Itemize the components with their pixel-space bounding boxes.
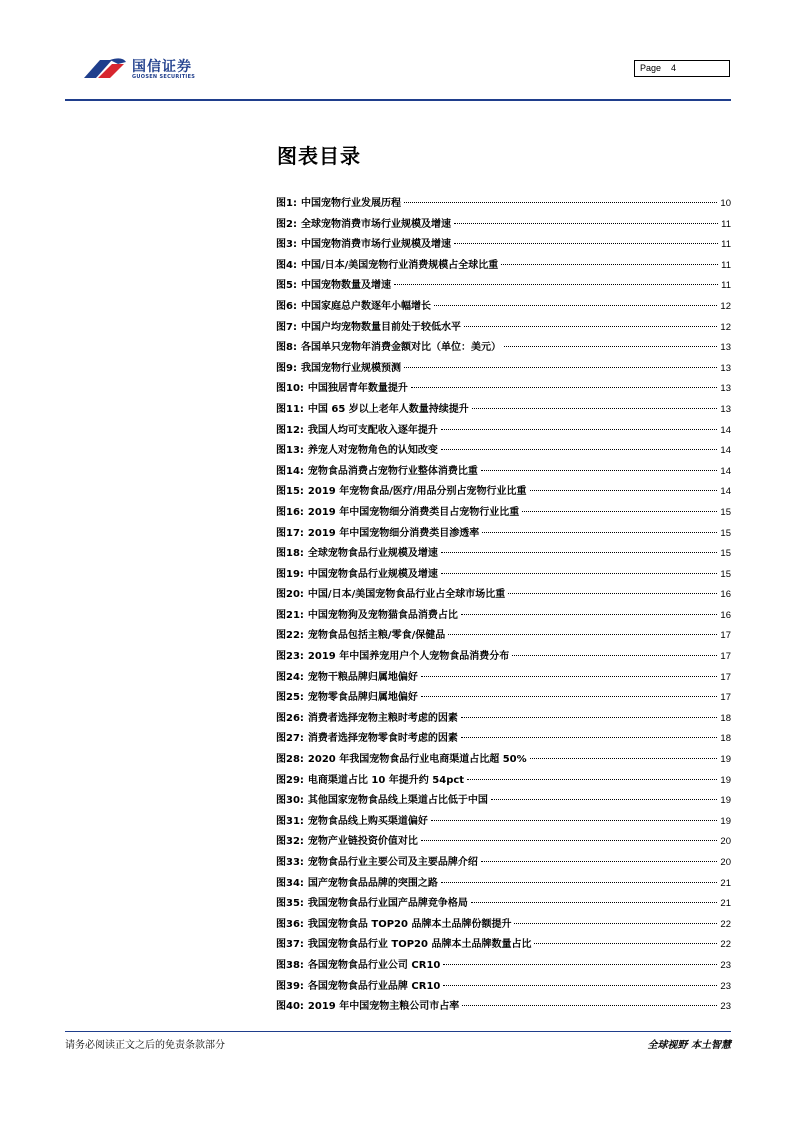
toc-entry[interactable] — [276, 812, 731, 833]
toc-entry-page: 12 — [720, 321, 731, 333]
toc-entry[interactable] — [276, 750, 731, 771]
toc-entry-label: 图11: — [276, 403, 304, 415]
toc-entry[interactable] — [276, 256, 731, 277]
toc-dot-leader — [514, 923, 717, 924]
toc-entry-title: 各国单只宠物年消费金额对比（单位：美元） — [300, 342, 501, 354]
toc-entry[interactable] — [276, 297, 731, 318]
toc-entry[interactable] — [276, 832, 731, 853]
toc-entry[interactable] — [276, 441, 731, 462]
toc-entry-title: 全球宠物食品行业规模及增速 — [307, 548, 438, 560]
toc-entry[interactable] — [276, 215, 731, 236]
footer-slogan: 全球视野 本土智慧 — [647, 1040, 731, 1051]
toc-entry-page: 20 — [720, 857, 731, 868]
toc-dot-leader — [504, 346, 717, 347]
toc-entry-page: 23 — [720, 1001, 731, 1013]
toc-entry-label: 图34: — [276, 877, 304, 889]
toc-entry-page: 11 — [721, 239, 731, 251]
toc-dot-leader — [461, 614, 718, 615]
toc-entry-page: 15 — [720, 548, 731, 560]
toc-entry-title: 中国/日本/美国宠物行业消费规模占全球比重 — [300, 259, 499, 271]
header-divider — [65, 99, 731, 101]
toc-entry-title: 各国宠物食品行业公司 CR10 — [307, 959, 441, 971]
toc-entry-title: 中国家庭总户数逐年小幅增长 — [300, 300, 431, 312]
toc-dot-leader — [522, 511, 717, 512]
page-title: 图表目录 — [277, 144, 361, 168]
toc-entry-page: 21 — [720, 877, 731, 889]
toc-entry-label: 图1: — [276, 198, 297, 209]
toc-dot-leader — [448, 634, 717, 635]
toc-entry-page: 23 — [720, 980, 731, 992]
toc-entry-page: 23 — [720, 959, 731, 971]
toc-entry-label: 图38: — [276, 959, 304, 971]
toc-entry-title: 宠物产业链投资价值对比 — [307, 836, 418, 848]
toc-entry-label: 图3: — [276, 239, 297, 251]
toc-entry-page: 17 — [720, 692, 731, 704]
toc-entry-title: 电商渠道占比 10 年提升约 54pct — [307, 774, 465, 786]
toc-entry-label: 图6: — [276, 300, 297, 312]
toc-entry-label: 图9: — [276, 362, 297, 374]
toc-dot-leader — [481, 470, 718, 471]
toc-dot-leader — [491, 799, 718, 800]
toc-entry-page: 16 — [720, 589, 731, 601]
toc-entry-label: 图15: — [276, 486, 304, 498]
toc-entry-label: 图31: — [276, 815, 304, 827]
toc-entry-label: 图22: — [276, 630, 304, 642]
toc-entry-label: 图28: — [276, 754, 304, 766]
toc-entry[interactable] — [276, 482, 731, 503]
toc-entry[interactable] — [276, 606, 731, 627]
toc-dot-leader — [461, 717, 718, 718]
toc-entry-page: 17 — [720, 671, 731, 683]
brand-logo — [82, 54, 222, 86]
toc-entry[interactable] — [276, 647, 731, 668]
toc-dot-leader — [441, 573, 718, 574]
toc-entry[interactable] — [276, 462, 731, 483]
toc-dot-leader — [443, 964, 717, 965]
toc-entry[interactable] — [276, 400, 731, 421]
toc-entry-page: 15 — [720, 506, 731, 518]
toc-entry-label: 图25: — [276, 692, 304, 704]
toc-dot-leader — [411, 387, 718, 388]
table-of-figures — [276, 194, 731, 1018]
guosen-logo-icon — [82, 56, 128, 82]
toc-entry-label: 图16: — [276, 506, 304, 518]
toc-entry-title: 中国户均宠物数量目前处于较低水平 — [300, 321, 461, 333]
toc-dot-leader — [443, 985, 717, 986]
toc-entry[interactable] — [276, 668, 731, 689]
toc-entry-page: 17 — [720, 651, 731, 663]
toc-entry-title: 中国宠物消费市场行业规模及增速 — [300, 239, 451, 251]
toc-entry-title: 2019 年中国宠物细分消费类目占宠物行业比重 — [307, 506, 520, 518]
toc-entry-title: 中国宠物食品行业规模及增速 — [307, 568, 438, 580]
toc-entry[interactable] — [276, 626, 731, 647]
toc-entry[interactable] — [276, 729, 731, 750]
toc-entry-page: 18 — [720, 733, 731, 745]
toc-entry[interactable] — [276, 565, 731, 586]
toc-dot-leader — [421, 840, 718, 841]
toc-entry-title: 消费者选择宠物主粮时考虑的因素 — [307, 712, 458, 724]
toc-entry-label: 图5: — [276, 280, 297, 292]
toc-entry-title: 国产宠物食品品牌的突围之路 — [307, 877, 438, 889]
toc-entry[interactable] — [276, 503, 731, 524]
toc-entry-page: 10 — [720, 198, 731, 209]
toc-entry-page: 14 — [720, 486, 731, 498]
toc-entry-page: 19 — [720, 774, 731, 786]
toc-dot-leader — [482, 532, 717, 533]
toc-entry[interactable] — [276, 997, 731, 1018]
toc-entry-title: 宠物食品消费占宠物行业整体消费比重 — [307, 465, 478, 477]
toc-entry-page: 15 — [720, 527, 731, 539]
toc-dot-leader — [462, 1005, 717, 1006]
toc-entry-title: 宠物食品行业主要公司及主要品牌介绍 — [307, 857, 478, 868]
toc-entry[interactable] — [276, 359, 731, 380]
toc-entry[interactable] — [276, 194, 731, 215]
toc-dot-leader — [467, 779, 717, 780]
toc-entry-label: 图17: — [276, 527, 304, 539]
toc-entry-title: 我国宠物食品 TOP20 品牌本土品牌份额提升 — [307, 918, 512, 930]
toc-entry-label: 图30: — [276, 795, 304, 807]
page-label: Page — [640, 63, 662, 73]
toc-entry[interactable] — [276, 688, 731, 709]
toc-entry-title: 宠物干粮品牌归属地偏好 — [307, 671, 418, 683]
toc-dot-leader — [454, 223, 718, 224]
toc-entry[interactable] — [276, 935, 731, 956]
toc-entry-label: 图21: — [276, 609, 304, 621]
toc-entry-label: 图10: — [276, 383, 304, 395]
toc-entry[interactable] — [276, 421, 731, 442]
toc-entry-page: 19 — [720, 754, 731, 766]
toc-dot-leader — [512, 655, 717, 656]
toc-entry-label: 图29: — [276, 774, 304, 786]
toc-entry-title: 消费者选择宠物零食时考虑的因素 — [307, 733, 458, 745]
toc-entry-label: 图26: — [276, 712, 304, 724]
toc-dot-leader — [481, 861, 718, 862]
toc-entry[interactable] — [276, 585, 731, 606]
toc-entry-page: 17 — [720, 630, 731, 642]
toc-entry-title: 中国/日本/美国宠物食品行业占全球市场比重 — [307, 589, 506, 601]
toc-dot-leader — [421, 696, 718, 697]
footer-disclaimer: 请务必阅读正文之后的免责条款部分 — [65, 1040, 225, 1051]
toc-entry-title: 其他国家宠物食品线上渠道占比低于中国 — [307, 795, 488, 807]
toc-entry-page: 19 — [720, 795, 731, 807]
toc-entry-title: 宠物食品线上购买渠道偏好 — [307, 815, 428, 827]
toc-entry[interactable] — [276, 524, 731, 545]
toc-entry-title: 2019 年中国宠物细分消费类目渗透率 — [307, 527, 480, 539]
toc-entry[interactable] — [276, 874, 731, 895]
toc-entry-page: 20 — [720, 836, 731, 848]
toc-entry[interactable] — [276, 915, 731, 936]
toc-entry-title: 我国宠物食品行业 TOP20 品牌本土品牌数量占比 — [307, 939, 532, 951]
toc-entry-page: 12 — [720, 300, 731, 312]
toc-entry-page: 13 — [720, 342, 731, 354]
toc-entry-title: 中国独居青年数量提升 — [307, 383, 408, 395]
toc-entry-page: 14 — [720, 465, 731, 477]
toc-entry-page: 16 — [720, 609, 731, 621]
toc-entry[interactable] — [276, 956, 731, 977]
page-number: 4 — [671, 63, 677, 73]
toc-dot-leader — [394, 284, 718, 285]
toc-entry-title: 中国 65 岁以上老年人数量持续提升 — [307, 403, 469, 415]
toc-entry-label: 图24: — [276, 671, 304, 683]
toc-entry-page: 21 — [720, 898, 731, 910]
toc-entry-page: 13 — [720, 403, 731, 415]
toc-entry-label: 图8: — [276, 342, 297, 354]
toc-entry-label: 图2: — [276, 218, 297, 230]
toc-entry-page: 13 — [720, 383, 731, 395]
toc-entry-page: 14 — [720, 424, 731, 436]
toc-entry[interactable] — [276, 318, 731, 339]
toc-dot-leader — [508, 593, 717, 594]
toc-entry-label: 图4: — [276, 259, 297, 271]
toc-entry-label: 图13: — [276, 445, 304, 457]
toc-dot-leader — [441, 882, 718, 883]
toc-dot-leader — [501, 264, 718, 265]
toc-entry-label: 图39: — [276, 980, 304, 992]
toc-entry-page: 11 — [721, 218, 731, 230]
toc-dot-leader — [454, 243, 718, 244]
toc-entry-title: 中国宠物行业发展历程 — [300, 198, 401, 209]
toc-entry-title: 2019 年宠物食品/医疗/用品分别占宠物行业比重 — [307, 486, 527, 498]
toc-dot-leader — [404, 202, 717, 203]
toc-entry-title: 我国人均可支配收入逐年提升 — [307, 424, 438, 436]
toc-entry-label: 图32: — [276, 836, 304, 848]
toc-entry-page: 15 — [720, 568, 731, 580]
toc-entry-title: 养宠人对宠物角色的认知改变 — [307, 445, 438, 457]
toc-dot-leader — [461, 737, 718, 738]
toc-dot-leader — [431, 820, 718, 821]
toc-entry-page: 22 — [720, 939, 731, 951]
toc-entry-title: 中国宠物狗及宠物猫食品消费占比 — [307, 609, 458, 621]
toc-entry-label: 图19: — [276, 568, 304, 580]
toc-dot-leader — [472, 408, 718, 409]
toc-entry-title: 2020 年我国宠物食品行业电商渠道占比超 50% — [307, 754, 527, 766]
toc-entry-label: 图35: — [276, 898, 304, 910]
toc-entry-label: 图23: — [276, 651, 304, 663]
toc-entry-label: 图18: — [276, 548, 304, 560]
toc-entry-title: 宠物食品包括主粮/零食/保健品 — [307, 630, 446, 642]
toc-entry[interactable] — [276, 544, 731, 565]
toc-entry[interactable] — [276, 276, 731, 297]
toc-entry[interactable] — [276, 791, 731, 812]
toc-dot-leader — [434, 305, 717, 306]
toc-entry-title: 我国宠物食品行业国产品牌竞争格局 — [307, 898, 468, 910]
toc-entry-title: 宠物零食品牌归属地偏好 — [307, 692, 418, 704]
toc-entry-title: 全球宠物消费市场行业规模及增速 — [300, 218, 451, 230]
toc-dot-leader — [421, 676, 718, 677]
toc-dot-leader — [441, 449, 718, 450]
toc-entry-page: 14 — [720, 445, 731, 457]
toc-entry-page: 13 — [720, 362, 731, 374]
toc-dot-leader — [530, 758, 718, 759]
toc-entry[interactable] — [276, 853, 731, 874]
page-indicator — [634, 60, 730, 77]
toc-entry-label: 图36: — [276, 918, 304, 930]
toc-entry-page: 22 — [720, 918, 731, 930]
toc-entry[interactable] — [276, 977, 731, 998]
toc-entry-page: 19 — [720, 815, 731, 827]
toc-entry[interactable] — [276, 338, 731, 359]
toc-entry-label: 图40: — [276, 1001, 304, 1013]
toc-entry-title: 2019 年中国宠物主粮公司市占率 — [307, 1001, 460, 1013]
toc-entry-page: 11 — [721, 259, 731, 271]
toc-entry-title: 中国宠物数量及增速 — [300, 280, 391, 292]
toc-entry-label: 图27: — [276, 733, 304, 745]
footer-divider — [65, 1031, 731, 1032]
toc-entry-label: 图14: — [276, 465, 304, 477]
toc-dot-leader — [441, 429, 718, 430]
toc-dot-leader — [464, 326, 717, 327]
toc-entry[interactable] — [276, 709, 731, 730]
toc-entry-title: 我国宠物行业规模预测 — [300, 362, 401, 374]
toc-entry-page: 11 — [721, 280, 731, 292]
toc-entry[interactable] — [276, 379, 731, 400]
toc-entry[interactable] — [276, 894, 731, 915]
brand-name-en: GUOSEN SECURITIES — [132, 74, 196, 80]
toc-entry-title: 2019 年中国养宠用户个人宠物食品消费分布 — [307, 651, 510, 663]
brand-name-cn: 国信证券 — [132, 59, 192, 75]
toc-entry-label: 图37: — [276, 939, 304, 951]
toc-entry[interactable] — [276, 771, 731, 792]
toc-dot-leader — [534, 943, 717, 944]
toc-dot-leader — [471, 902, 718, 903]
toc-entry-title: 各国宠物食品行业品牌 CR10 — [307, 980, 441, 992]
toc-entry-label: 图7: — [276, 321, 297, 333]
toc-entry-page: 18 — [720, 712, 731, 724]
toc-entry-label: 图33: — [276, 857, 304, 868]
toc-entry-label: 图20: — [276, 589, 304, 601]
toc-dot-leader — [404, 367, 717, 368]
toc-dot-leader — [530, 490, 718, 491]
toc-entry-label: 图12: — [276, 424, 304, 436]
toc-entry[interactable] — [276, 235, 731, 256]
toc-dot-leader — [441, 552, 718, 553]
